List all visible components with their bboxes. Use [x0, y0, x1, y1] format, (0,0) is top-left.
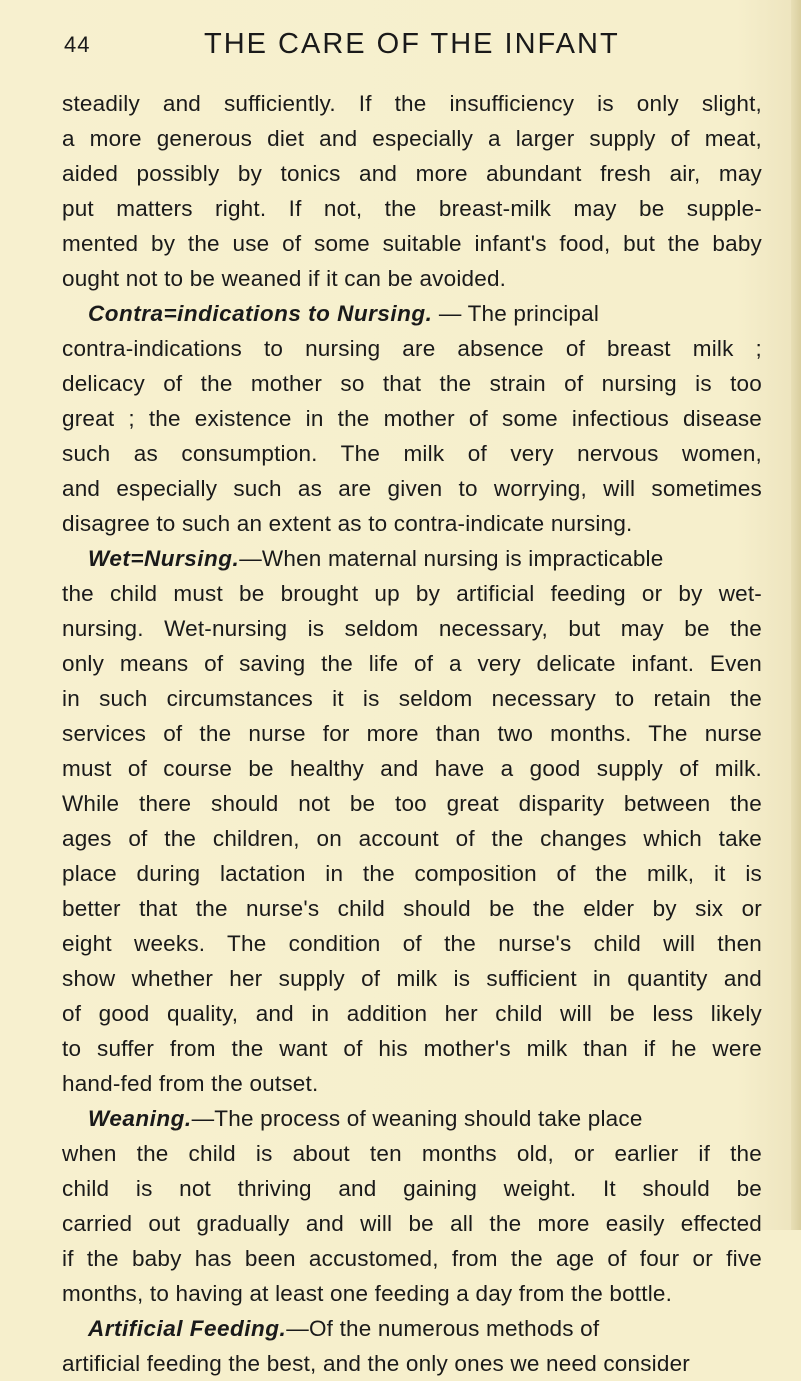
text-line: ought not to be weaned if it can be avoided.	[62, 266, 507, 291]
text-line: if the baby has been accustomed, from the age of four or five	[62, 1246, 762, 1271]
text-line: nursing. Wet-nursing is seldom necessary, but may be the	[62, 616, 762, 641]
text-line: great ; the existence in the mother of some infectious disease	[62, 406, 762, 431]
text-run: —Of the numerous methods of	[286, 1316, 600, 1341]
text-line: child is not thriving and gaining weight. It should be	[62, 1176, 762, 1201]
page-number: 44	[64, 32, 91, 57]
section-heading-line	[62, 541, 762, 576]
section-heading-weaning: Weaning.	[88, 1106, 192, 1131]
text-line: and especially such as are given to worrying, will sometimes	[62, 476, 762, 501]
section-heading-contra-indications: Contra=indications to Nursing.	[88, 301, 433, 326]
text-line: artificial feeding the best, and the only ones we need consider	[62, 1351, 690, 1376]
page-edge	[791, 0, 801, 1230]
text-line: such as consumption. The milk of very nervous women,	[62, 441, 762, 466]
text-line: steadily and sufficiently. If the insufficiency is only slight,	[62, 91, 762, 116]
text-run: — The principal	[432, 301, 600, 326]
text-line: While there should not be too great disparity between the	[62, 791, 762, 816]
text-line: in such circumstances it is seldom necessary to retain the	[62, 686, 762, 711]
text-line: mented by the use of some suitable infant's food, but the baby	[62, 231, 762, 256]
text-line: show whether her supply of milk is sufficient in quantity and	[62, 966, 762, 991]
text-line: eight weeks. The condition of the nurse's child will then	[62, 931, 762, 956]
text-line: delicacy of the mother so that the strain of nursing is too	[62, 371, 762, 396]
text-line: the child must be brought up by artificial feeding or by wet-	[62, 581, 762, 606]
text-line: a more generous diet and especially a larger supply of meat,	[62, 126, 762, 151]
section-heading-line	[62, 296, 762, 331]
text-line: carried out gradually and will be all the more easily effected	[62, 1211, 762, 1236]
text-run: —When maternal nursing is impracticable	[239, 546, 664, 571]
text-line: when the child is about ten months old, or earlier if the	[62, 1141, 762, 1166]
text-run: —The process of weaning should take place	[191, 1106, 643, 1131]
text-line: to suffer from the want of his mother's milk than if he were	[62, 1036, 762, 1061]
text-line: ages of the children, on account of the changes which take	[62, 826, 762, 851]
text-line: must of course be healthy and have a good supply of milk.	[62, 756, 762, 781]
text-line: services of the nurse for more than two months. The nurse	[62, 721, 762, 746]
text-line: aided possibly by tonics and more abundant fresh air, may	[62, 161, 762, 186]
text-line: place during lactation in the composition of the milk, it is	[62, 861, 762, 886]
text-line: better that the nurse's child should be the elder by six or	[62, 896, 762, 921]
section-heading-line	[62, 1101, 762, 1136]
body-text	[62, 86, 762, 1381]
text-line: of good quality, and in addition her child will be less likely	[62, 1001, 762, 1026]
text-line: put matters right. If not, the breast-milk may be supple-	[62, 196, 762, 221]
text-line: contra-indications to nursing are absence of breast milk ;	[62, 336, 762, 361]
page-header	[54, 28, 734, 68]
section-heading-line	[62, 1311, 762, 1346]
text-line: only means of saving the life of a very delicate infant. Even	[62, 651, 762, 676]
text-line: months, to having at least one feeding a day from the bottle.	[62, 1281, 673, 1306]
running-title: THE CARE OF THE INFANT	[204, 28, 620, 60]
section-heading-artificial-feeding: Artificial Feeding.	[88, 1316, 287, 1341]
text-line: disagree to such an extent as to contra-indicate nursing.	[62, 511, 633, 536]
section-heading-wet-nursing: Wet=Nursing.	[88, 546, 240, 571]
text-line: hand-fed from the outset.	[62, 1071, 319, 1096]
